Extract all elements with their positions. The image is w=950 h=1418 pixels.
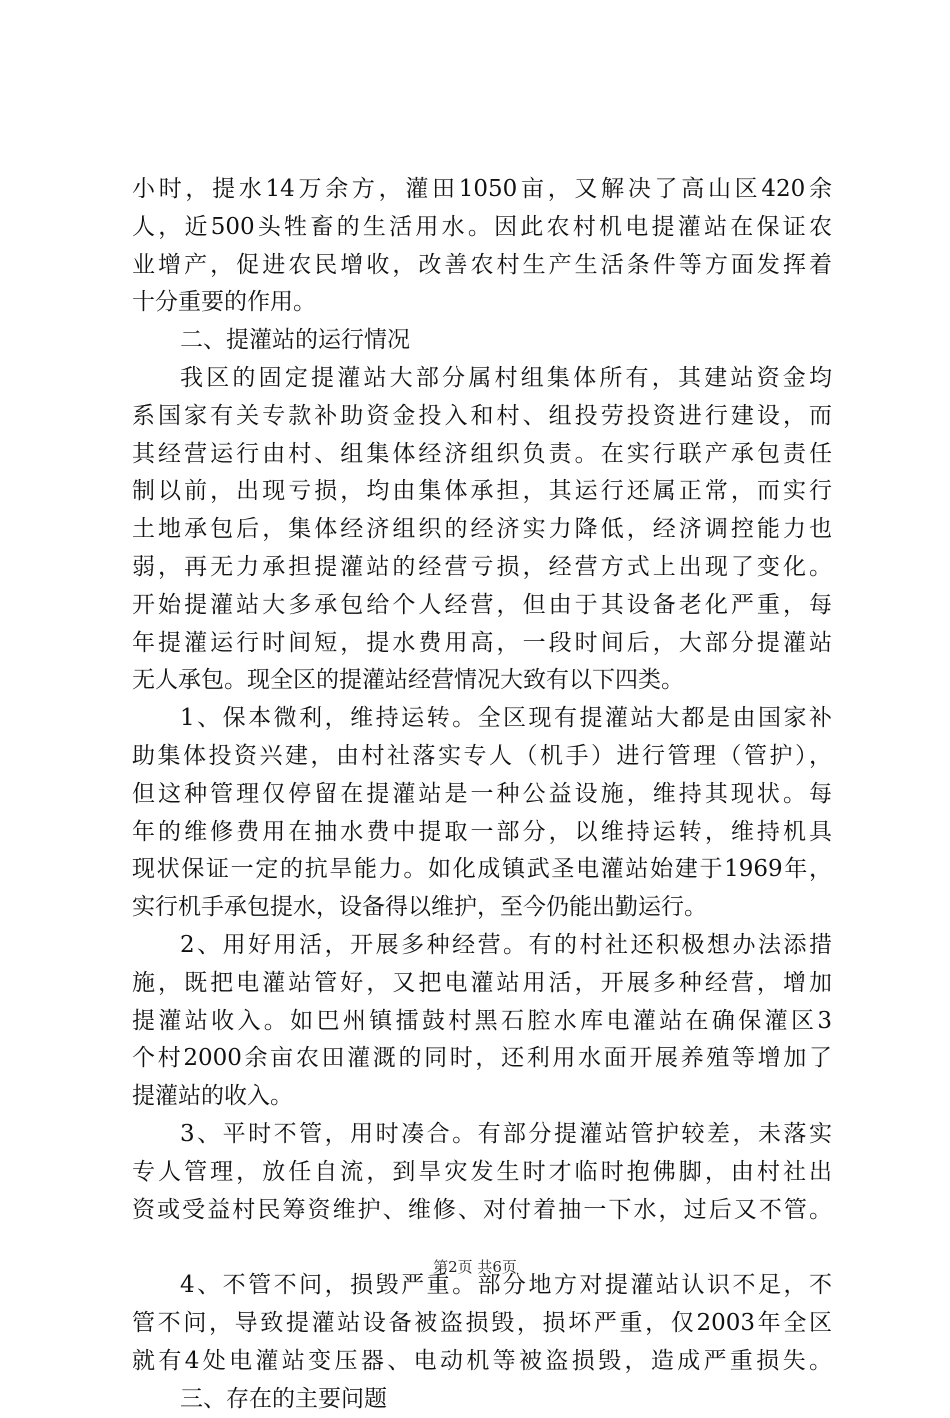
- text-line: 提灌站的收入。: [132, 1083, 293, 1109]
- text-line: 助集体投资兴建，由村社落实专人（机手）进行管理（管护），: [132, 743, 832, 769]
- text-line: 3、平时不管，用时凑合。有部分提灌站管护较差，未落实: [180, 1121, 832, 1147]
- text-line: 年提灌运行时间短，提水费用高，一段时间后，大部分提灌站: [132, 630, 832, 656]
- text-line: 业增产，促进农民增收，改善农村生产生活条件等方面发挥着: [132, 252, 832, 278]
- text-line: 管不问，导致提灌站设备被盗损毁，损坏严重，仅2003年全区: [132, 1310, 832, 1336]
- section-heading: 二、提灌站的运行情况: [180, 327, 410, 353]
- text-line: 1、保本微利，维持运转。全区现有提灌站大都是由国家补: [180, 705, 832, 731]
- text-line: 现状保证一定的抗旱能力。如化成镇武圣电灌站始建于1969年，: [132, 856, 832, 882]
- text-line: 年的维修费用在抽水费中提取一部分，以维持运转，维持机具: [132, 819, 832, 845]
- text-line: 弱，再无力承担提灌站的经营亏损，经营方式上出现了变化。: [132, 554, 832, 580]
- text-line: 土地承包后，集体经济组织的经济实力降低，经济调控能力也: [132, 516, 832, 542]
- text-line: 人，近500头牲畜的生活用水。因此农村机电提灌站在保证农: [132, 214, 832, 240]
- text-line: 无人承包。现全区的提灌站经营情况大致有以下四类。: [132, 667, 684, 693]
- text-line: 资或受益村民筹资维护、维修、对付着抽一下水，过后又不管。: [132, 1197, 832, 1223]
- text-line: 系国家有关专款补助资金投入和村、组投劳投资进行建设，而: [132, 403, 832, 429]
- text-line: 专人管理，放任自流，到旱灾发生时才临时抱佛脚，由村社出: [132, 1159, 832, 1185]
- text-line: 2、用好用活，开展多种经营。有的村社还积极想办法添措: [180, 932, 832, 958]
- text-line: 开始提灌站大多承包给个人经营，但由于其设备老化严重，每: [132, 592, 832, 618]
- text-line: 制以前，出现亏损，均由集体承担，其运行还属正常，而实行: [132, 478, 832, 504]
- section-heading: 三、存在的主要问题: [180, 1386, 387, 1412]
- text-line: 实行机手承包提水，设备得以维护，至今仍能出勤运行。: [132, 894, 707, 920]
- text-line: 个村2000余亩农田灌溉的同时，还利用水面开展养殖等增加了: [132, 1045, 832, 1071]
- text-line: 十分重要的作用。: [132, 289, 316, 315]
- page-footer: 第2页 共6页: [433, 1258, 517, 1276]
- text-line: 提灌站收入。如巴州镇擂鼓村黑石腔水库电灌站在确保灌区3: [132, 1008, 832, 1034]
- text-line: 就有4处电灌站变压器、电动机等被盗损毁，造成严重损失。: [132, 1348, 832, 1374]
- text-line: 4、不管不问，损毁严重。部分地方对提灌站认识不足，不: [180, 1272, 832, 1298]
- text-line: 但这种管理仅停留在提灌站是一种公益设施，维持其现状。每: [132, 781, 832, 807]
- text-line: 其经营运行由村、组集体经济组织负责。在实行联产承包责任: [132, 441, 832, 467]
- text-line: 小时，提水14万余方，灌田1050亩，又解决了高山区420余: [132, 176, 832, 202]
- text-line: 施，既把电灌站管好，又把电灌站用活，开展多种经营，增加: [132, 970, 832, 996]
- text-line: 我区的固定提灌站大部分属村组集体所有，其建站资金均: [180, 365, 832, 391]
